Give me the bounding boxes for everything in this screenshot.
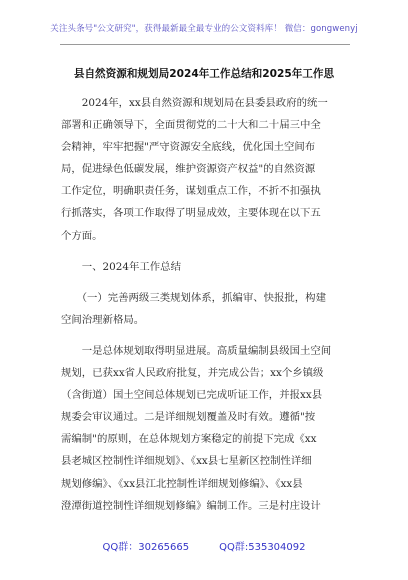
document-title: 县自然资源和规划局2024年工作总结和2025年工作思 (73, 68, 335, 80)
paragraph-line: 工作定位，明确职责任务，谋划重点工作，不折不扣强执 (61, 185, 321, 198)
header-banner: 关注头条号"公文研究"，获得最新最全最专业的公文资料库！ 微信：gongwenyj (50, 24, 358, 34)
paragraph-line: 一、2024年工作总结 (61, 260, 181, 273)
paragraph-line: 2024年，xx县自然资源和规划局在县委县政府的统一 (61, 97, 328, 109)
paragraph-line: 县老城区控制性详细规划》、《xx县七星新区控制性详细 (61, 455, 312, 468)
paragraph-line: （一）完善两级三类规划体系，抓编审、快报批，构建 (61, 291, 326, 304)
header-divider (60, 44, 350, 45)
paragraph-line: 个方面。 (61, 229, 103, 242)
paragraph (61, 256, 349, 278)
paragraph-line: 行抓落实，各项工作取得了明显成效，主要体现在以下五 (61, 207, 321, 220)
paragraph-gap (61, 331, 349, 340)
paragraph-line: 局，促进绿色低碳发展，维护资源资产权益"的自然资源 (61, 163, 316, 176)
footer (0, 538, 408, 553)
paragraph (61, 287, 349, 331)
footer-qq-group-1: QQ群：30265665 (102, 542, 190, 553)
paragraph-line: 澄潭街道控制性详细规划修编》编制工作。三是村庄设计 (61, 499, 321, 512)
paragraph-line: 空间治理新格局。 (61, 313, 145, 326)
paragraph (61, 92, 349, 247)
paragraph-gap (61, 278, 349, 287)
paragraph-line: 部署和正确领导下，全面贯彻党的二十大和二十届三中全 (61, 119, 321, 132)
paragraph-line: 会精神，牢牢把握"严守资源安全底线，优化国土空间布 (61, 141, 316, 154)
paragraph-line: 规委会审议通过。二是详细规划覆盖及时有效。遵循"按 (61, 411, 316, 424)
paragraph-line: 一是总体规划取得明显进展。高质量编制县级国土空间 (61, 344, 332, 357)
paragraph-line: （含街道）国土空间总体规划已完成听证工作，并报xx县 (61, 389, 323, 402)
footer-qq-group-2: QQ群:535304092 (219, 542, 306, 553)
paragraph-gap (61, 247, 349, 256)
paragraph-line: 规划修编》、《xx县江北控制性详细规划修编》、《xx县 (61, 477, 303, 490)
paragraph-line: 需编制"的原则，在总体规划方案稳定的前提下完成《xx (61, 433, 317, 446)
document-body (61, 92, 349, 517)
paragraph-line: 规划，已获xx省人民政府批复，并完成公告；xx个乡镇级 (61, 367, 324, 380)
paragraph (61, 340, 349, 517)
